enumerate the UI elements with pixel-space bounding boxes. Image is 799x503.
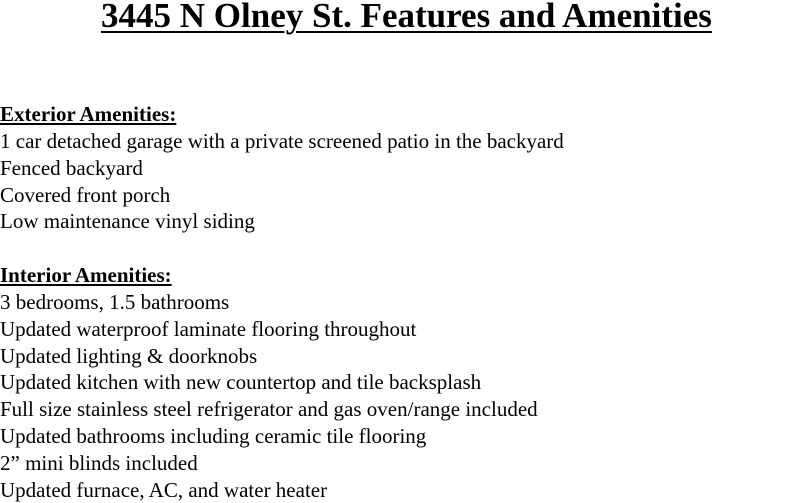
- document-title: 3445 N Olney St. Features and Amenities: [101, 0, 712, 35]
- interior-amenity-item: Updated bathrooms including ceramic tile flooring: [0, 423, 427, 448]
- exterior-amenities-heading: Exterior Amenities:: [0, 102, 177, 126]
- exterior-amenity-item: Fenced backyard: [0, 155, 143, 180]
- interior-amenity-item: Updated kitchen with new countertop and tile backsplash: [0, 370, 482, 395]
- interior-amenity-item: Updated furnace, AC, and water heater: [0, 477, 328, 502]
- interior-amenity-item: 3 bedrooms, 1.5 bathrooms: [0, 290, 230, 314]
- interior-amenity-item: 2” mini blinds included: [0, 450, 198, 475]
- interior-amenity-item: Full size stainless steel refrigerator and gas oven/range included: [0, 397, 538, 422]
- exterior-amenity-item: Low maintenance vinyl siding: [0, 209, 255, 234]
- exterior-amenities-section: [0, 101, 564, 235]
- exterior-amenity-item: Covered front porch: [0, 182, 171, 207]
- exterior-amenities-list: [0, 128, 564, 235]
- exterior-amenity-item: 1 car detached garage with a private screened patio in the backyard: [0, 129, 564, 153]
- interior-amenities-section: [0, 262, 538, 503]
- interior-amenities-list: [0, 289, 538, 503]
- interior-amenities-heading: Interior Amenities:: [0, 263, 172, 287]
- interior-amenity-item: Updated waterproof laminate flooring throughout: [0, 316, 417, 341]
- interior-amenity-item: Updated lighting & doorknobs: [0, 343, 258, 368]
